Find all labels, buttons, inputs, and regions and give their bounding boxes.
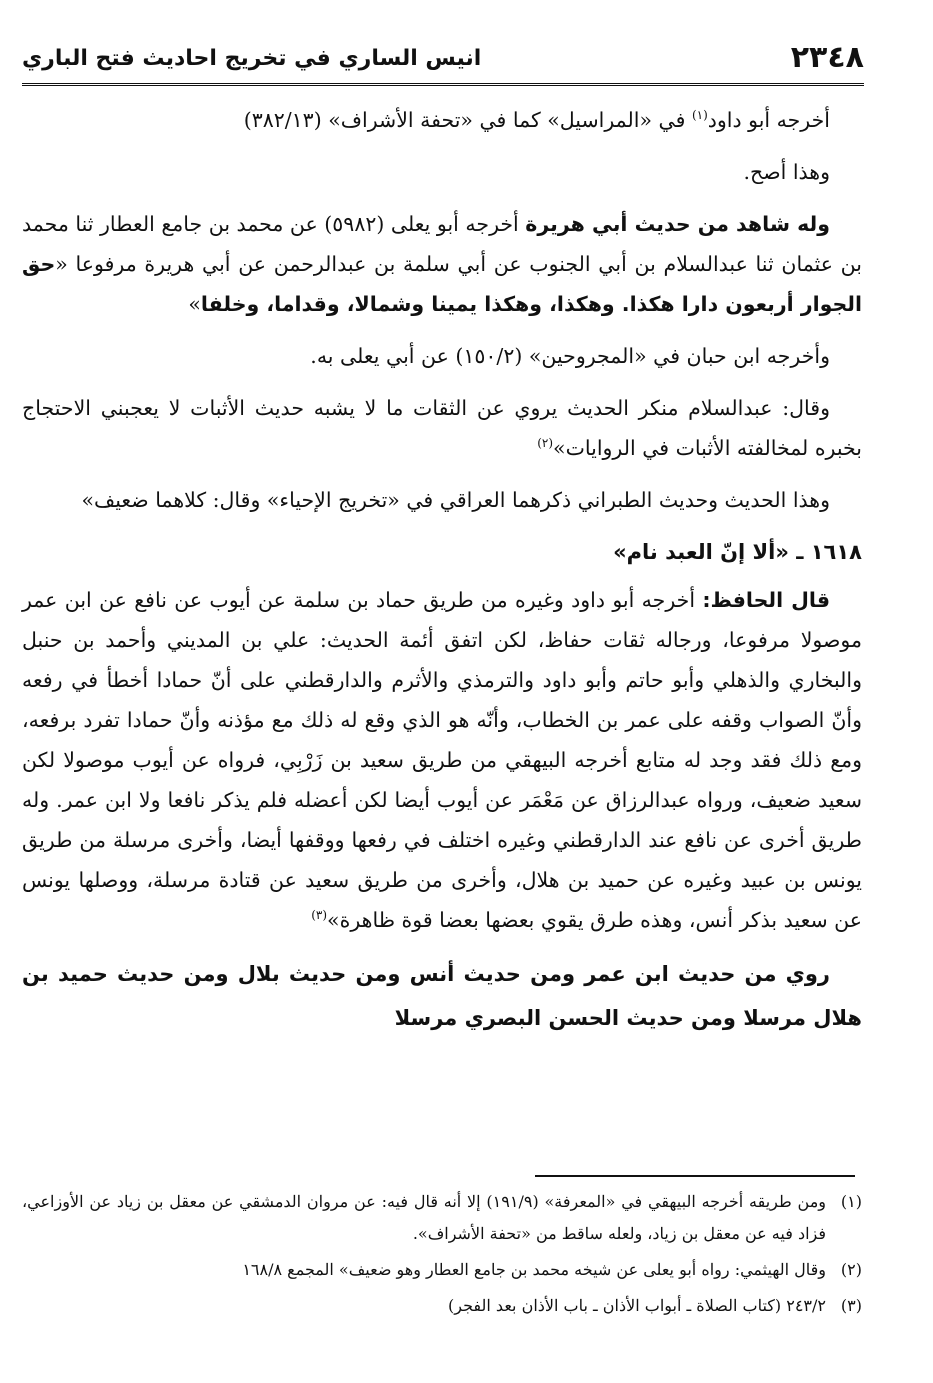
footnote-ref-3[interactable]: (٣) xyxy=(311,908,328,923)
hadith-text: حق الجوار أربعون دارا هكذا. وهكذا، وهكذا يمينا وشمالا، وقداما، وخلفا xyxy=(22,252,862,316)
footnote-ref-2[interactable]: (٢) xyxy=(537,436,554,451)
paragraph-3-bold-lead: وله شاهد من حديث أبي هريرة xyxy=(525,212,831,236)
paragraph-6: وهذا الحديث وحديث الطبراني ذكرهما العراقي في «تخريج الإحياء» وقال: كلاهما ضعيف» xyxy=(81,488,830,512)
paragraph-2: وهذا أصح. xyxy=(743,160,830,184)
footnote-divider xyxy=(535,1175,855,1177)
page-header xyxy=(22,38,864,86)
entry-title: ١٦١٨ ـ «ألا إنّ العبد نام» xyxy=(613,540,862,564)
footnote-number: (٢) xyxy=(840,1260,862,1279)
footnotes xyxy=(22,1186,862,1326)
footnote-item xyxy=(22,1290,862,1322)
footnote-item xyxy=(22,1254,862,1286)
footnote-number: (٣) xyxy=(840,1296,862,1315)
paragraph-3-text: أخرجه أبو يعلى (٥٩٨٢) عن محمد بن جامع العطار ثنا محمد بن عثمان ثنا عبدالسلام بن أبي الجنوب عن أبي سلمة بن عبدالرحمن عن أبي هريرة مرفوعا « xyxy=(22,212,862,276)
footnote-number: (١) xyxy=(840,1192,862,1211)
footnote-text: ٢٤٣/٢ (كتاب الصلاة ـ أبواب الأذان ـ باب الأذان بعد الفجر) xyxy=(448,1296,826,1315)
footnote-ref-1[interactable]: (١) xyxy=(691,108,708,123)
paragraph-5-text: وقال: عبدالسلام منكر الحديث يروي عن الثقات ما لا يشبه حديث الأثبات لا يعجبني الاحتجاج بخبره لمخالفته الأثبات في الروايات» xyxy=(22,396,862,460)
main-text xyxy=(22,100,862,1052)
paragraph-7 xyxy=(22,580,862,940)
paragraph-3 xyxy=(22,204,862,324)
running-title: انيس الساري في تخريج احاديث فتح الباري xyxy=(22,46,482,71)
header-rule xyxy=(22,83,864,86)
paragraph-1-text-b: في «المراسيل» كما في «تحفة الأشراف» (٣٨٢/١٣) xyxy=(243,108,692,132)
paragraph-1-text-a: أخرجه أبو داود xyxy=(707,108,830,132)
footnote-text: وقال الهيثمي: رواه أبو يعلى عن شيخه محمد بن جامع العطار وهو ضعيف» المجمع ١٦٨/٨ xyxy=(242,1260,826,1279)
footnote-text: ومن طريقه أخرجه البيهقي في «المعرفة» (١٩١/٩) إلا أنه قال فيه: عن مروان الدمشقي عن معقل بن زياد عن الأوزاعي، فزاد فيه عن معقل بن زياد، ولعله ساقط من «تحفة الأشراف». xyxy=(22,1192,826,1243)
page-number: ٢٣٤٨ xyxy=(790,40,864,75)
paragraph-8: روي من حديث ابن عمر ومن حديث أنس ومن حديث بلال ومن حديث حميد بن هلال مرسلا ومن حديث الحسن البصري مرسلا xyxy=(22,962,862,1030)
paragraph-4: وأخرجه ابن حبان في «المجروحين» (١٥٠/٢) عن أبي يعلى به. xyxy=(310,344,830,368)
paragraph-5 xyxy=(22,388,862,468)
paragraph-7-bold-lead: قال الحافظ: xyxy=(702,588,830,612)
paragraph-1 xyxy=(22,100,862,140)
footnote-item xyxy=(22,1186,862,1250)
paragraph-7-text: أخرجه أبو داود وغيره من طريق حماد بن سلمة عن أيوب عن نافع عن ابن عمر موصولا مرفوعا، ورجاله ثقات حفاظ، لكن اتفق أئمة الحديث: علي بن المديني وأحمد بن حنبل والبخاري والذهلي وأبو حاتم وأبو داود والترمذي والأثرم والدارقطني على أنّ حمادا أخطأ في رفعه وأنّ الصواب وقفه على عمر بن الخطاب، وأنّه هو الذي وقع له ذلك مع مؤذنه وأنّ حمادا تفرد برفعه، ومع ذلك فقد وجد له متابع أخرجه البيهقي من طريق سعيد بن زَرْبِي، فرواه عن أيوب موصولا لكن سعيد ضعيف، ورواه عبدالرزاق عن مَعْمَر عن أيوب أيضا لكن أعضله فلم يذكر نافعا ولا ابن عمر. وله طريق أخرى عن نافع عند الدارقطني وغيره اختلف في رفعها ووقفها أيضا، وأخرى مرسلة من طريق يونس بن عبيد وغيره عن حميد بن هلال، وأخرى من طريق سعيد عن قتادة مرسلة، ووصلها يونس عن سعيد بذكر أنس، وهذه طرق يقوي بعضها بعضا قوة ظاهرة» xyxy=(22,588,862,932)
paragraph-3-end: » xyxy=(188,292,201,316)
